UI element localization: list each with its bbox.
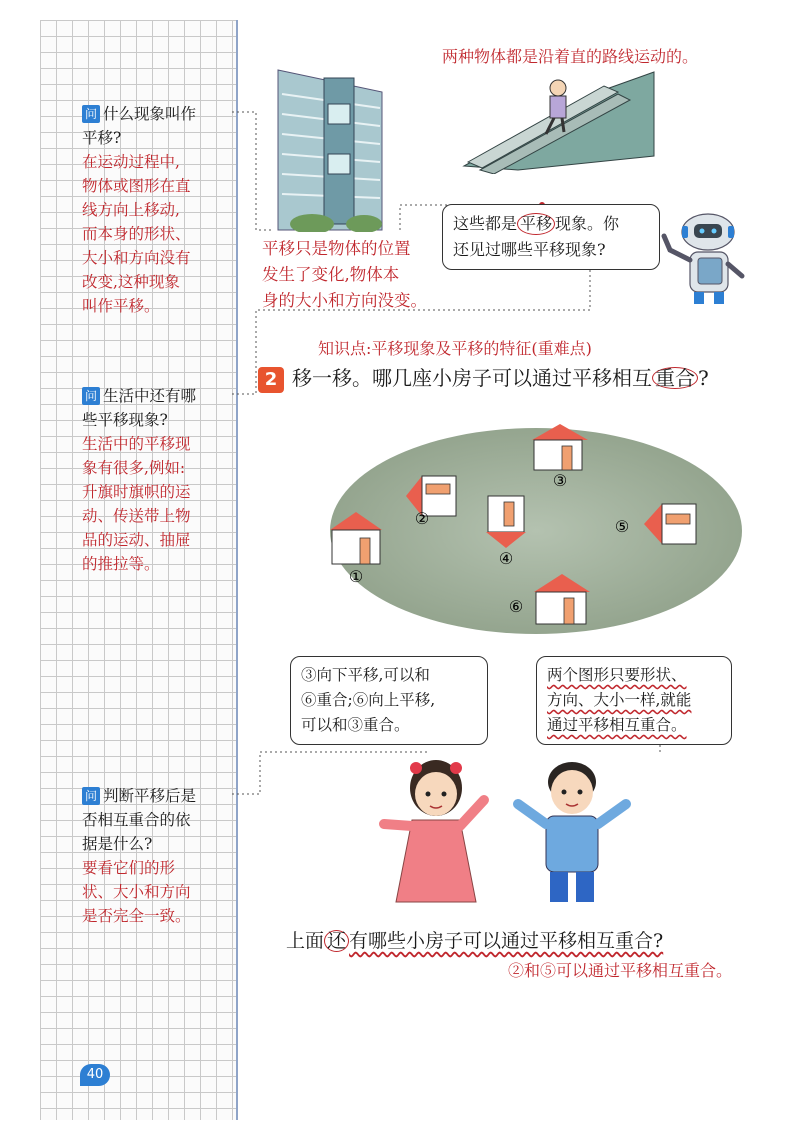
girl-speech-bubble: ③向下平移,可以和 ⑥重合;⑥向上平移, 可以和③重合。 bbox=[290, 656, 488, 745]
girl-illustration bbox=[372, 754, 502, 904]
side-note-1: 问 什么现象叫作 平移? 在运动过程中, 物体或图形在直 线方向上移动, 而本身的形状、 大小和方向没有 改变,这种现象 叫作平移。 bbox=[82, 105, 197, 315]
house-label-3: ③ bbox=[552, 471, 568, 490]
follow-up-question: 上面 还 有哪些小房子可以通过平移相互重合? bbox=[286, 930, 664, 952]
house-label-6: ⑥ bbox=[508, 597, 524, 616]
house-label-1: ① bbox=[348, 567, 364, 586]
robot-speech-bubble: 这些都是 平移 现象。你 还见过哪些平移现象? bbox=[442, 204, 660, 270]
boy-speech-bubble: 两个图形只要形状、 方向、大小一样,就能 通过平移相互重合。 bbox=[536, 656, 732, 745]
boy-illustration bbox=[506, 754, 636, 904]
knowledge-point-label: 知识点:平移现象及平移的特征(重难点) bbox=[318, 339, 592, 358]
houses-oval-figure bbox=[326, 424, 746, 638]
house-label-2: ② bbox=[414, 509, 430, 528]
question-icon: 问 bbox=[82, 105, 100, 123]
side-note-2: 问 生活中还有哪 些平移现象? 生活中的平移现 象有很多,例如: 升旗时旗帜的运 动、传送带上物 品的运动、抽屉 的推拉等。 bbox=[82, 387, 197, 573]
translation-explanation: 平移只是物体的位置 发生了变化,物体本 身的大小和方向没变。 bbox=[262, 239, 427, 310]
elevator-building-illustration bbox=[272, 64, 394, 232]
problem-heading: 2 移一移。哪几座小房子可以通过平移相互 重合 ? bbox=[258, 362, 709, 393]
question-icon: 问 bbox=[82, 787, 100, 805]
escalator-illustration bbox=[458, 66, 658, 174]
question-icon: 问 bbox=[82, 387, 100, 405]
house-label-5: ⑤ bbox=[614, 517, 630, 536]
follow-up-answer: ②和⑤可以通过平移相互重合。 bbox=[508, 961, 733, 980]
robot-mascot-illustration bbox=[660, 210, 750, 306]
top-annotation: 两种物体都是沿着直的路线运动的。 bbox=[442, 47, 699, 66]
house-label-4: ④ bbox=[498, 549, 514, 568]
side-note-3: 问 判断平移后是 否相互重合的依 据是什么? 要看它们的形 状、大小和方向 是否完全一致。 bbox=[82, 787, 197, 925]
problem-number-badge: 2 bbox=[258, 367, 284, 393]
page-number: 40 bbox=[80, 1064, 110, 1086]
